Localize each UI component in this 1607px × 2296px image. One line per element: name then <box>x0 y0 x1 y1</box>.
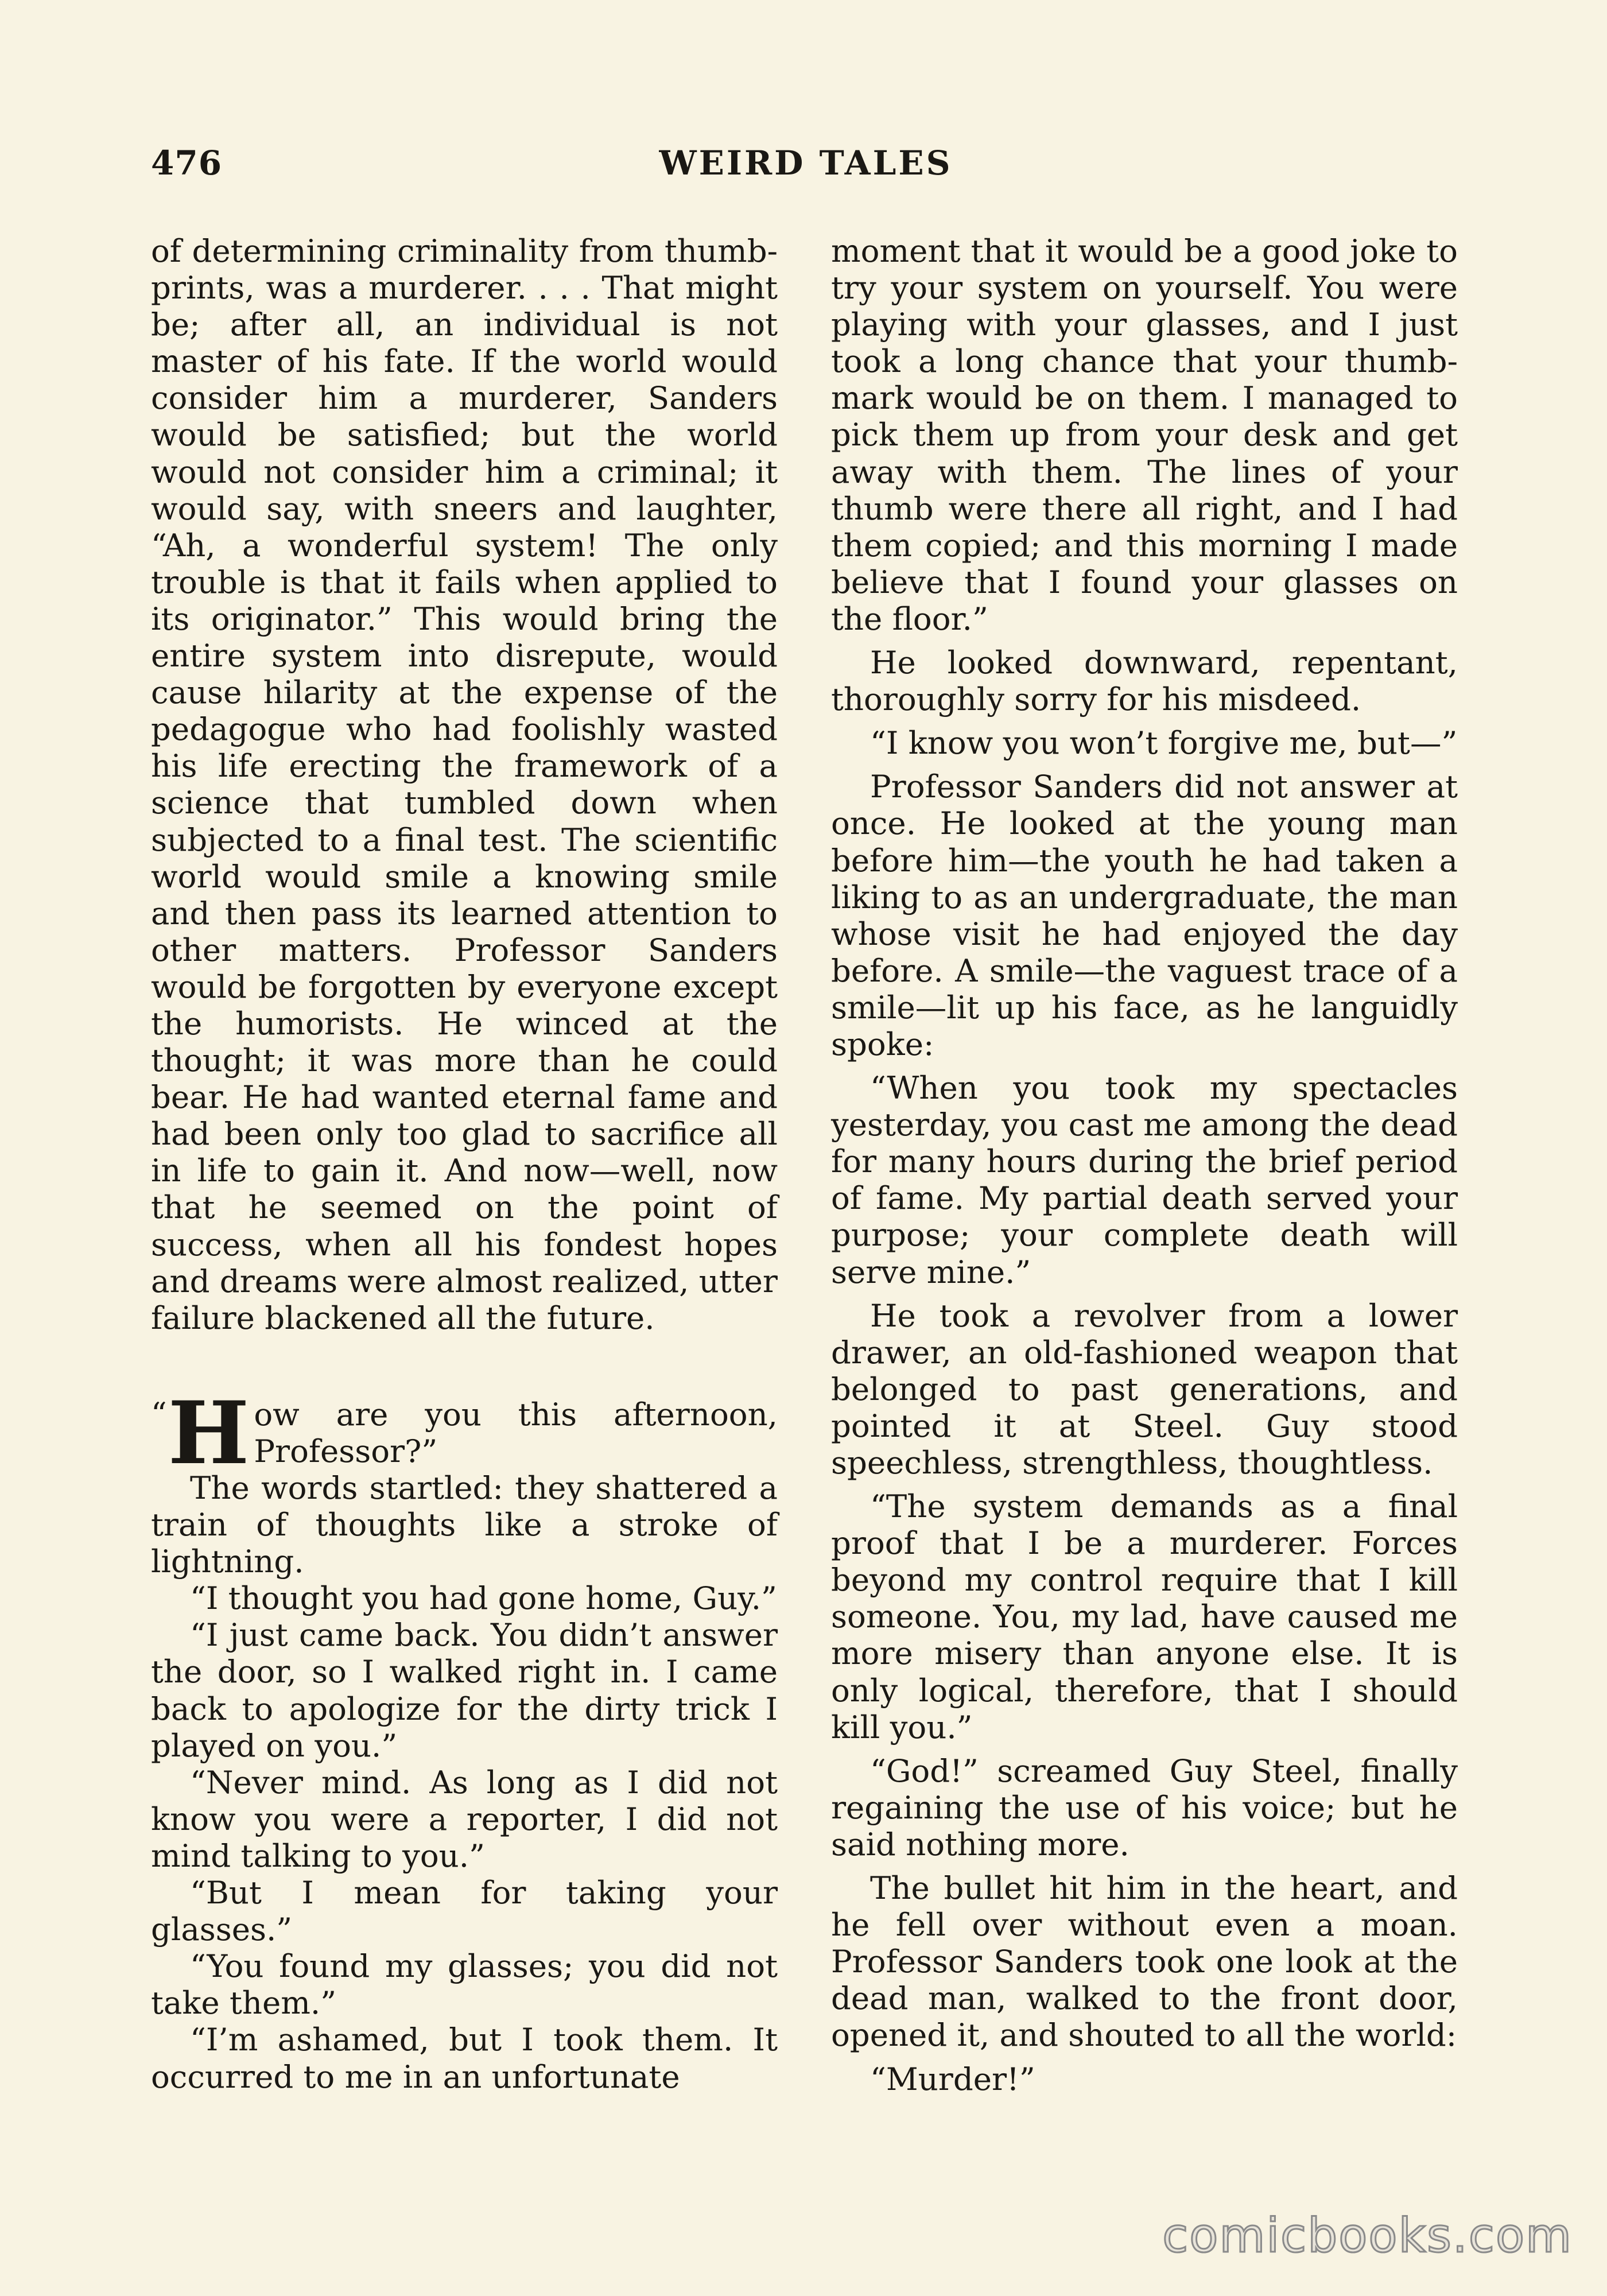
paragraph: He took a revolver from a lower drawer, an old-fashioned weapon that belonged to past generations, and pointed it at Steel. Guy stood speechless, strengthless, thoughtless. <box>831 1297 1458 1481</box>
paragraph: moment that it would be a good joke to try your system on yourself. You were playing with your glasses, and I just took a long chance that your thumb-mark would be on them. I managed to pick them up from your desk and get away with them. The lines of your thumb were there all right, and I had them copied; and this morning I made believe that I found your glasses on the floor.” <box>831 232 1458 637</box>
paragraph: “But I mean for taking your glasses.” <box>151 1874 778 1948</box>
paragraph: “You found my glasses; you did not take them.” <box>151 1948 778 2022</box>
running-title: WEIRD TALES <box>659 144 953 183</box>
paragraph: He looked downward, repentant, thoroughly sorry for his misdeed. <box>831 644 1458 718</box>
drop-cap: H <box>168 1382 250 1484</box>
paragraph: “I’m ashamed, but I took them. It occurred to me in an unfortunate <box>151 2021 778 2095</box>
paragraph: Professor Sanders did not answer at once. He looked at the young man before him—the youth he had taken a liking to as an undergraduate, the man whose visit he had enjoyed the day before. A smile—the vaguest trace of a smile—lit up his face, as he languidly spoke: <box>831 768 1458 1062</box>
right-column <box>831 232 1458 2097</box>
paragraph: of determining criminality from thumb-prints, was a murderer. . . . That might be; after all, an individual is not master of his fate. If the world would consider him a murderer, Sanders would be satisfied; but the world would not consider him a criminal; it would say, with sneers and laughter, “Ah, a wonderful system! The only trouble is that it fails when applied to its originator.” This would bring the entire system into disrepute, would cause hilarity at the expense of the pedagogue who had foolishly wasted his life erecting the framework of a science that tumbled down when subjected to a final test. The scientific world would smile a knowing smile and then pass its learned attention to other matters. Professor Sanders would be forgotten by everyone except the humorists. He winced at the thought; it was more than he could bear. He had wanted eternal fame and had been only too glad to sacrifice all in life to gain it. And now—well, now that he seemed on the point of success, when all his fondest hopes and dreams were almost realized, utter failure blackened all the future. <box>151 232 778 1336</box>
section-opening <box>151 1382 778 1484</box>
paragraph: The bullet hit him in the heart, and he fell over without even a moan. Professor Sanders took one look at the dead man, walked to the front door, opened it, and shouted to all the world: <box>831 1870 1458 2054</box>
page-header <box>151 144 1461 189</box>
section-opening-text: ow are you this afternoon, Professor?” <box>254 1395 778 1469</box>
paragraph: “I just came back. You didn’t answer the door, so I walked right in. I came back to apologize for the dirty trick I played on you.” <box>151 1616 778 1764</box>
paragraph: “Murder!” <box>870 2060 1035 2097</box>
paragraph: “I know you won’t forgive me, but—” <box>870 724 1458 762</box>
paragraph: The words startled: they shattered a train of thoughts like a stroke of lightning. <box>151 1469 778 1580</box>
paragraph: “I thought you had gone home, Guy.” <box>190 1580 777 1617</box>
paragraph: “Never mind. As long as I did not know you were a reporter, I did not mind talking to you.” <box>151 1763 778 1874</box>
watermark: comicbooks.com <box>1162 2209 1573 2263</box>
left-column <box>151 232 778 2095</box>
paragraph: “When you took my spectacles yesterday, you cast me among the dead for many hours during the brief period of fame. My partial death served your purpose; your complete death will serve mine.” <box>831 1069 1458 1290</box>
opening-quote: “ <box>151 1395 167 1432</box>
page-number: 476 <box>151 144 223 183</box>
paragraph: “God!” screamed Guy Steel, finally regaining the use of his voice; but he said nothing more. <box>831 1752 1458 1863</box>
paragraph: “The system demands as a final proof that I be a murderer. Forces beyond my control require that I kill someone. You, my lad, have caused me more misery than anyone else. It is only logical, therefore, that I should kill you.” <box>831 1488 1458 1746</box>
